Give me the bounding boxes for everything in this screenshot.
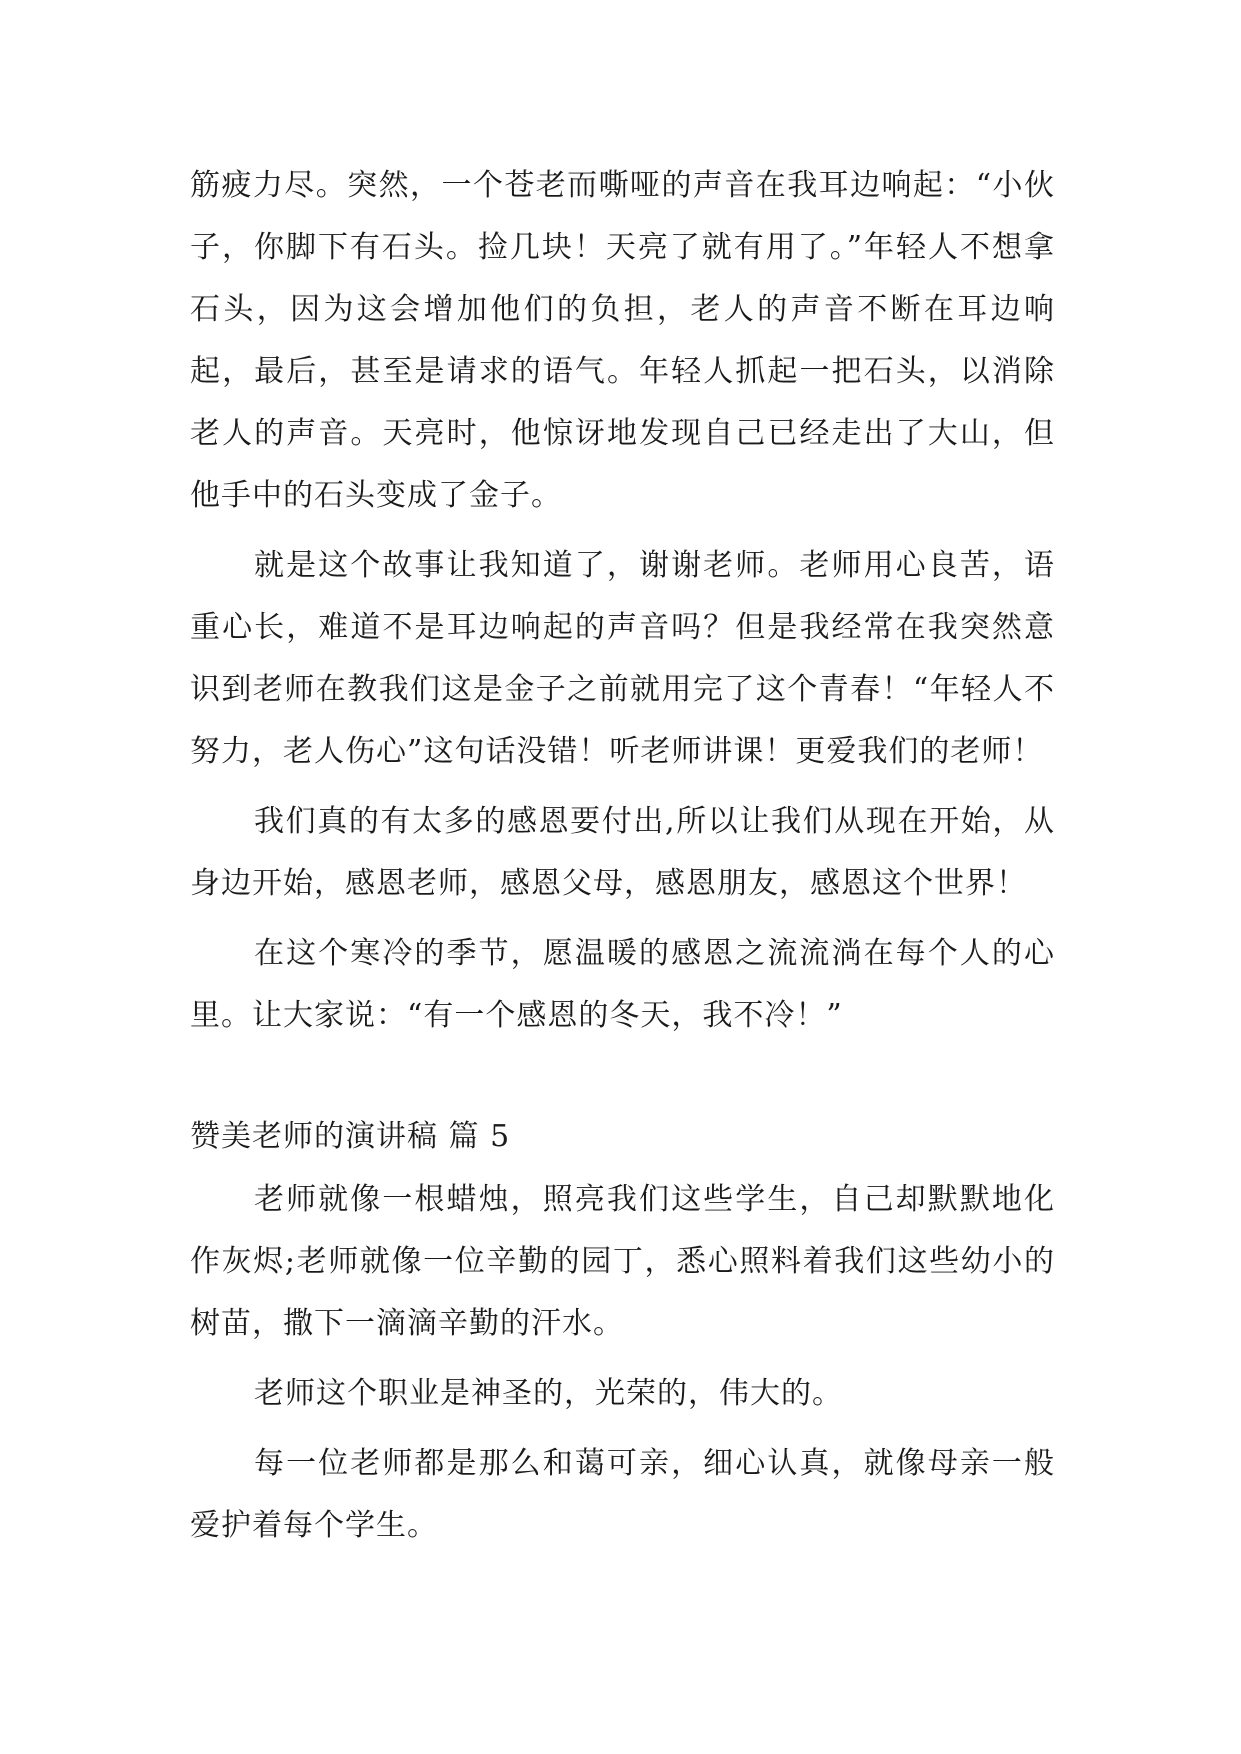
paragraph-warm-winter: 在这个寒冷的季节，愿温暖的感恩之流流淌在每个人的心里。让大家说：“有一个感恩的冬天，我不冷！” [190, 936, 1055, 1033]
paragraph-sacred-profession: 老师这个职业是神圣的，光荣的，伟大的。 [254, 1376, 843, 1411]
paragraph-kind-teachers: 每一位老师都是那么和蔼可亲，细心认真，就像母亲一般爱护着每个学生。 [190, 1446, 1055, 1543]
document-body [190, 155, 1055, 1565]
paragraph-story-ending: 筋疲力尽。突然，一个苍老而嘶哑的声音在我耳边响起：“小伙子，你脚下有石头。捡几块！天亮了就有用了。”年轻人不想拿石头，因为这会增加他们的负担，老人的声音不断在耳边响起，最后，甚至是请求的语气。年轻人抓起一把石头，以消除老人的声音。天亮时，他惊讶地发现自己已经走出了大山，但他手中的石头变成了金子。 [190, 168, 1055, 513]
section-spacer [190, 1055, 1055, 1107]
paragraph-thank-teacher: 就是这个故事让我知道了，谢谢老师。老师用心良苦，语重心长，难道不是耳边响起的声音吗？但是我经常在我突然意识到老师在教我们这是金子之前就用完了这个青春！“年轻人不努力，老人伤心”这句话没错！听老师讲课！更爱我们的老师！ [190, 548, 1055, 769]
paragraph-candle-gardener: 老师就像一根蜡烛，照亮我们这些学生，自己却默默地化作灰烬;老师就像一位辛勤的园丁，悉心照料着我们这些幼小的树苗，撒下一滴滴辛勤的汗水。 [190, 1182, 1055, 1341]
section-title: 赞美老师的演讲稿 篇 5 [190, 1119, 511, 1154]
paragraph-gratitude: 我们真的有太多的感恩要付出,所以让我们从现在开始，从身边开始，感恩老师，感恩父母，感恩朋友，感恩这个世界！ [190, 804, 1055, 901]
